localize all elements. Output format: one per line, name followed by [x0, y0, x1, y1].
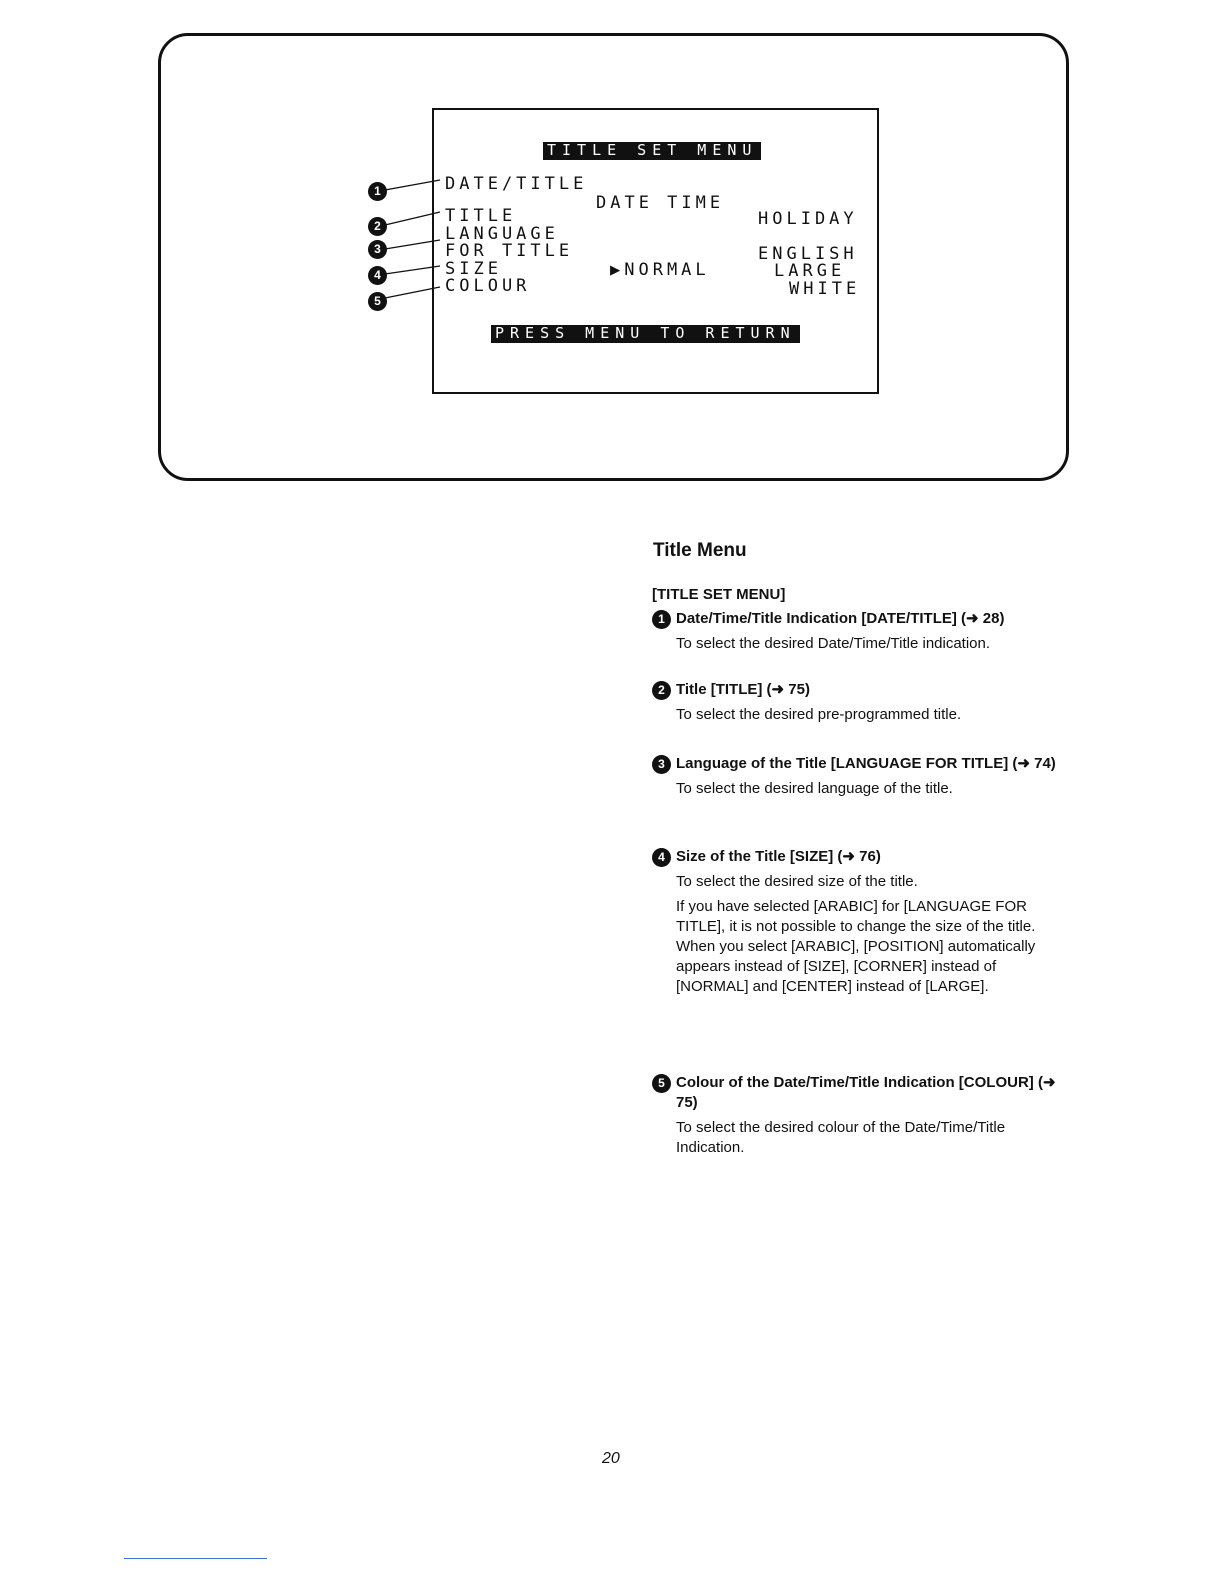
item-heading-text: Colour of the Date/Time/Title Indication [COLOUR] (➜ 75) — [676, 1074, 1056, 1111]
item-text: To select the desired Date/Time/Title indication. — [676, 635, 991, 652]
item-heading-text: Size of the Title [SIZE] (➜ 76) — [676, 848, 881, 865]
callout-4: 4 — [368, 266, 387, 285]
item-text: To select the desired language of the title. — [676, 780, 953, 797]
item-heading-text: Title [TITLE] (➜ 75) — [676, 681, 810, 698]
item-body — [652, 1118, 1072, 1158]
item-heading — [652, 609, 1072, 629]
osd-colour: COLOUR — [445, 276, 531, 296]
item-date-title — [652, 609, 1072, 659]
item-language — [652, 754, 1072, 804]
item-size — [652, 847, 1072, 1002]
footer-rule — [124, 1558, 267, 1559]
number-2-icon: 2 — [652, 681, 671, 700]
item-heading — [652, 1073, 1072, 1113]
osd-date-time: DATE TIME — [596, 193, 725, 213]
osd-english: ENGLISH — [758, 244, 858, 264]
menu-tag: [TITLE SET MENU] — [652, 586, 786, 603]
osd-size: SIZE — [445, 259, 502, 279]
item-heading-text: Language of the Title [LANGUAGE FOR TITLE] (➜ 74) — [676, 755, 1056, 772]
item-body — [652, 872, 1072, 997]
number-5-icon: 5 — [652, 1074, 671, 1093]
callout-1: 1 — [368, 182, 387, 201]
page-number: 20 — [602, 1450, 620, 1467]
item-colour — [652, 1073, 1072, 1163]
item-text: To select the desired colour of the Date/Time/Title Indication. — [676, 1119, 1006, 1156]
item-text: To select the desired pre-programmed title. — [676, 706, 962, 723]
osd-header: TITLE SET MENU — [543, 142, 761, 160]
item-heading — [652, 754, 1072, 774]
osd-normal: ▶NORMAL — [610, 260, 710, 280]
item-title — [652, 680, 1072, 730]
osd-footer: PRESS MENU TO RETURN — [491, 325, 800, 343]
item-heading — [652, 847, 1072, 867]
number-4-icon: 4 — [652, 848, 671, 867]
osd-language: LANGUAGE — [445, 224, 559, 244]
osd-date-title: DATE/TITLE — [445, 174, 588, 194]
callout-2: 2 — [368, 217, 387, 236]
osd-title: TITLE — [445, 206, 517, 226]
item-body — [652, 779, 1072, 799]
number-1-icon: 1 — [652, 610, 671, 629]
osd-for-title: FOR TITLE — [445, 241, 574, 261]
item-text: To select the desired size of the title. — [676, 873, 918, 890]
item-body — [652, 634, 1072, 654]
item-heading — [652, 680, 1072, 700]
callout-leaders — [0, 0, 1224, 600]
number-3-icon: 3 — [652, 755, 671, 774]
osd-white: WHITE — [789, 279, 861, 299]
item-text: If you have selected [ARABIC] for [LANGUAGE FOR TITLE], it is not possible to change the size of the title. When you select [ARABIC], [POSITION] automatically appears instead of [SIZE], [CORNER] instead of [NORMAL] and [CENTER] instead of [LARGE]. — [676, 898, 1036, 995]
callout-3: 3 — [368, 240, 387, 259]
callout-5: 5 — [368, 292, 387, 311]
osd-holiday: HOLIDAY — [758, 209, 858, 229]
item-heading-text: Date/Time/Title Indication [DATE/TITLE] (➜ 28) — [676, 610, 1005, 627]
section-title: Title Menu — [653, 540, 747, 561]
item-body — [652, 705, 1072, 725]
osd-large: LARGE — [774, 261, 846, 281]
